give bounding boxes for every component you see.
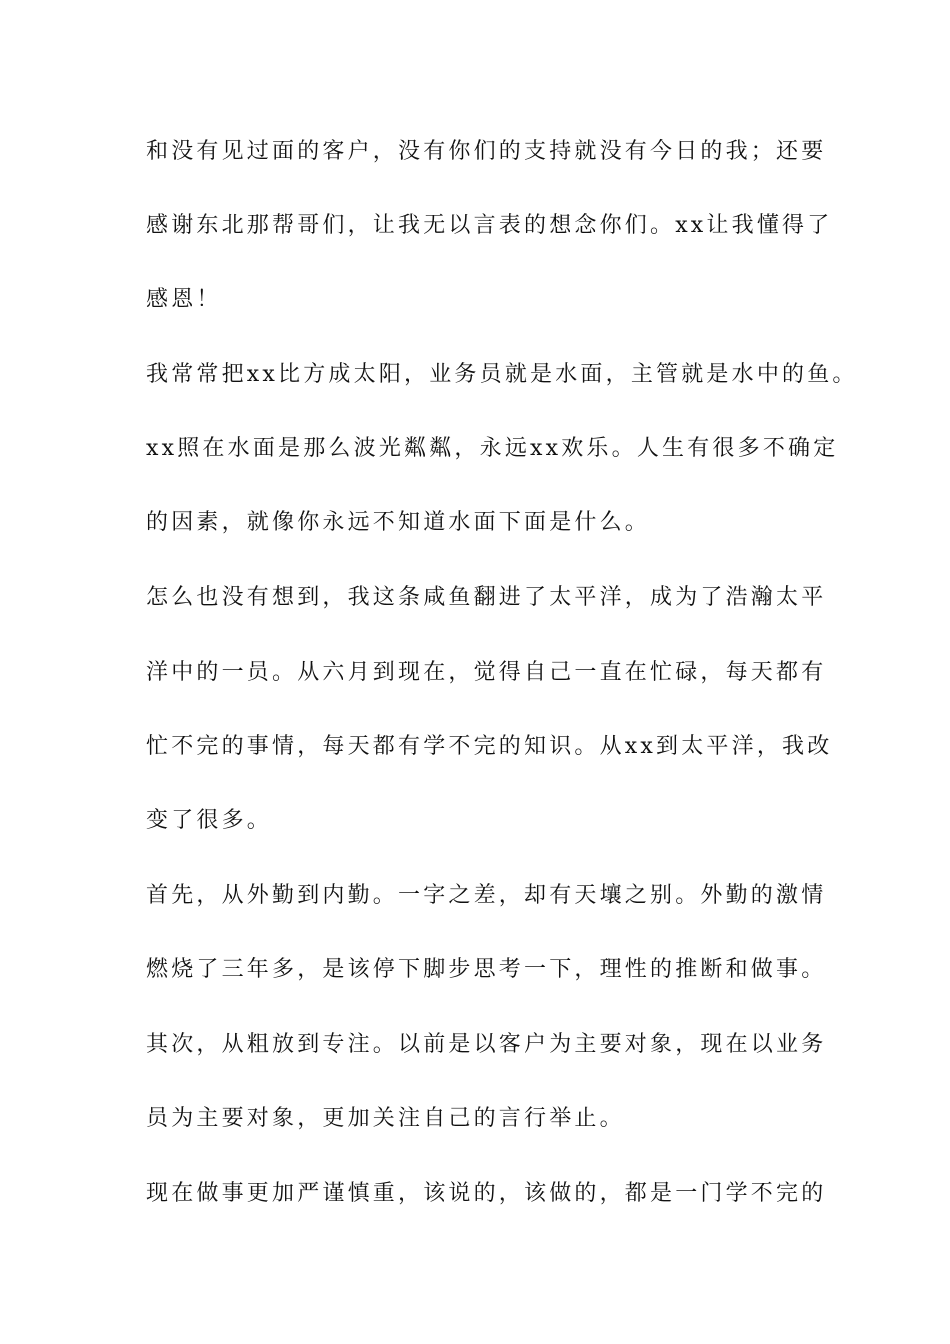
text-line-15: 现在做事更加严谨慎重，该说的，该做的，都是一门学不完的 bbox=[146, 1181, 827, 1206]
text-line-8: 洋中的一员。从六月到现在，觉得自己一直在忙碌，每天都有 bbox=[146, 660, 827, 685]
text-line-3: 感恩！ bbox=[146, 287, 222, 312]
text-line-4: 我常常把xx比方成太阳，业务员就是水面，主管就是水中的鱼。 bbox=[146, 362, 858, 387]
text-line-7: 怎么也没有想到，我这条咸鱼翻进了太平洋，成为了浩瀚太平 bbox=[146, 585, 827, 610]
text-line-6: 的因素，就像你永远不知道水面下面是什么。 bbox=[146, 510, 651, 535]
text-line-13: 其次，从粗放到专注。以前是以客户为主要对象，现在以业务 bbox=[146, 1032, 827, 1057]
text-line-9: 忙不完的事情，每天都有学不完的知识。从xx到太平洋，我改 bbox=[146, 734, 833, 759]
text-line-12: 燃烧了三年多，是该停下脚步思考一下，理性的推断和做事。 bbox=[146, 957, 827, 982]
text-line-1: 和没有见过面的客户，没有你们的支持就没有今日的我；还要 bbox=[146, 139, 827, 164]
text-line-2: 感谢东北那帮哥们，让我无以言表的想念你们。xx让我懂得了 bbox=[146, 213, 833, 238]
text-line-5: xx照在水面是那么波光粼粼，永远xx欢乐。人生有很多不确定 bbox=[146, 436, 839, 461]
text-line-14: 员为主要对象，更加关注自己的言行举止。 bbox=[146, 1106, 625, 1131]
text-line-10: 变了很多。 bbox=[146, 808, 273, 833]
text-line-11: 首先，从外勤到内勤。一字之差，却有天壤之别。外勤的激情 bbox=[146, 883, 827, 908]
